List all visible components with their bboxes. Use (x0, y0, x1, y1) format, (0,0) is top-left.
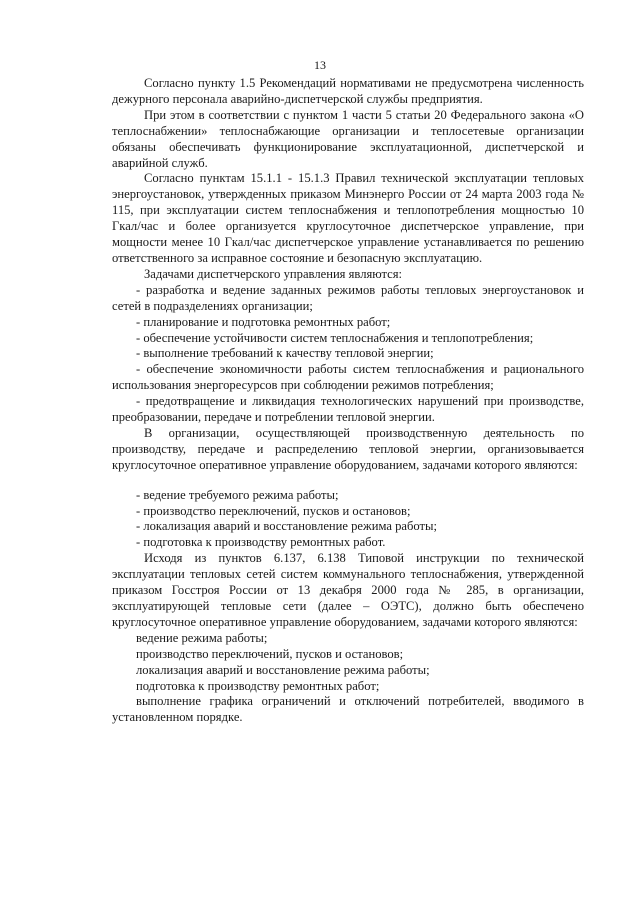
paragraph-federal-law: При этом в соответствии с пунктом 1 части 5 статьи 20 Федерального закона «О теплоснабжении» теплоснабжающие организации и теплосетевые организации обязаны обеспечивать функционирование эксплуатационной, диспетчерской и аварийной служб. (112, 107, 584, 170)
list-item: - производство переключений, пусков и остановов; (136, 503, 411, 518)
list-item: - обеспечение экономичности работы систем теплоснабжения и рационального использования энергоресурсов при соблюдении режимов потребления; (112, 362, 584, 393)
list-item: - ведение требуемого режима работы; (136, 487, 339, 502)
document-body (112, 76, 584, 726)
paragraph-instruction: Исходя из пунктов 6.137, 6.138 Типовой инструкции по технической эксплуатации тепловых сетей систем коммунального теплоснабжения, утвержденной приказом Госстроя России от 13 декабря 2000 года № 285, в организации, эксплуатирующей тепловые сети (далее – ОЭТС), должно быть обеспечено круглосуточное оперативное управление оборудованием, задачами которого являются: (112, 551, 584, 629)
paragraph-rules: Согласно пунктам 15.1.1 - 15.1.3 Правил технической эксплуатации тепловых энергоустановок, утвержденных приказом Минэнерго России от 24 марта 2003 года № 115, при эксплуатации систем теплоснабжения и теплопотребления мощностью 10 Гкал/час и более организуется круглосуточное диспетчерское управление, при мощности менее 10 Гкал/час диспетчерское управление устанавливается по решению ответственного за исправное состояние и безопасную эксплуатацию. (112, 171, 584, 265)
list-item: производство переключений, пусков и остановов; (136, 646, 404, 661)
paragraph-tasks-intro: Задачами диспетчерского управления являются: (144, 266, 403, 281)
list-item: - локализация аварий и восстановление режима работы; (136, 519, 437, 534)
list-item: - выполнение требований к качеству тепловой энергии; (136, 346, 434, 361)
list-item: локализация аварий и восстановление режима работы; (136, 662, 430, 677)
page-number: 13 (314, 58, 326, 72)
list-item: ведение режима работы; (136, 630, 268, 645)
list-item: - подготовка к производству ремонтных работ. (136, 535, 386, 550)
paragraph-organization: В организации, осуществляющей производственную деятельность по производству, передаче и распределению тепловой энергии, организовывается круглосуточное оперативное управление оборудованием, задачами которого являются: (112, 425, 584, 472)
list-item: - разработка и ведение заданных режимов работы тепловых энергоустановок и сетей в подразделениях организации; (112, 282, 584, 313)
list-item: - предотвращение и ликвидация технологических нарушений при производстве, преобразовании, передаче и потреблении тепловой энергии. (112, 394, 584, 425)
paragraph-recommendations: Согласно пункту 1.5 Рекомендаций нормативами не предусмотрена численность дежурного персонала аварийно-диспетчерской службы предприятия. (112, 76, 584, 106)
list-item: подготовка к производству ремонтных работ; (136, 678, 380, 693)
list-item-last: выполнение графика ограничений и отключений потребителей, вводимого в установленном порядке. (112, 694, 584, 725)
list-item: - планирование и подготовка ремонтных работ; (136, 314, 391, 329)
list-item: - обеспечение устойчивости систем теплоснабжения и теплопотребления; (136, 330, 534, 345)
